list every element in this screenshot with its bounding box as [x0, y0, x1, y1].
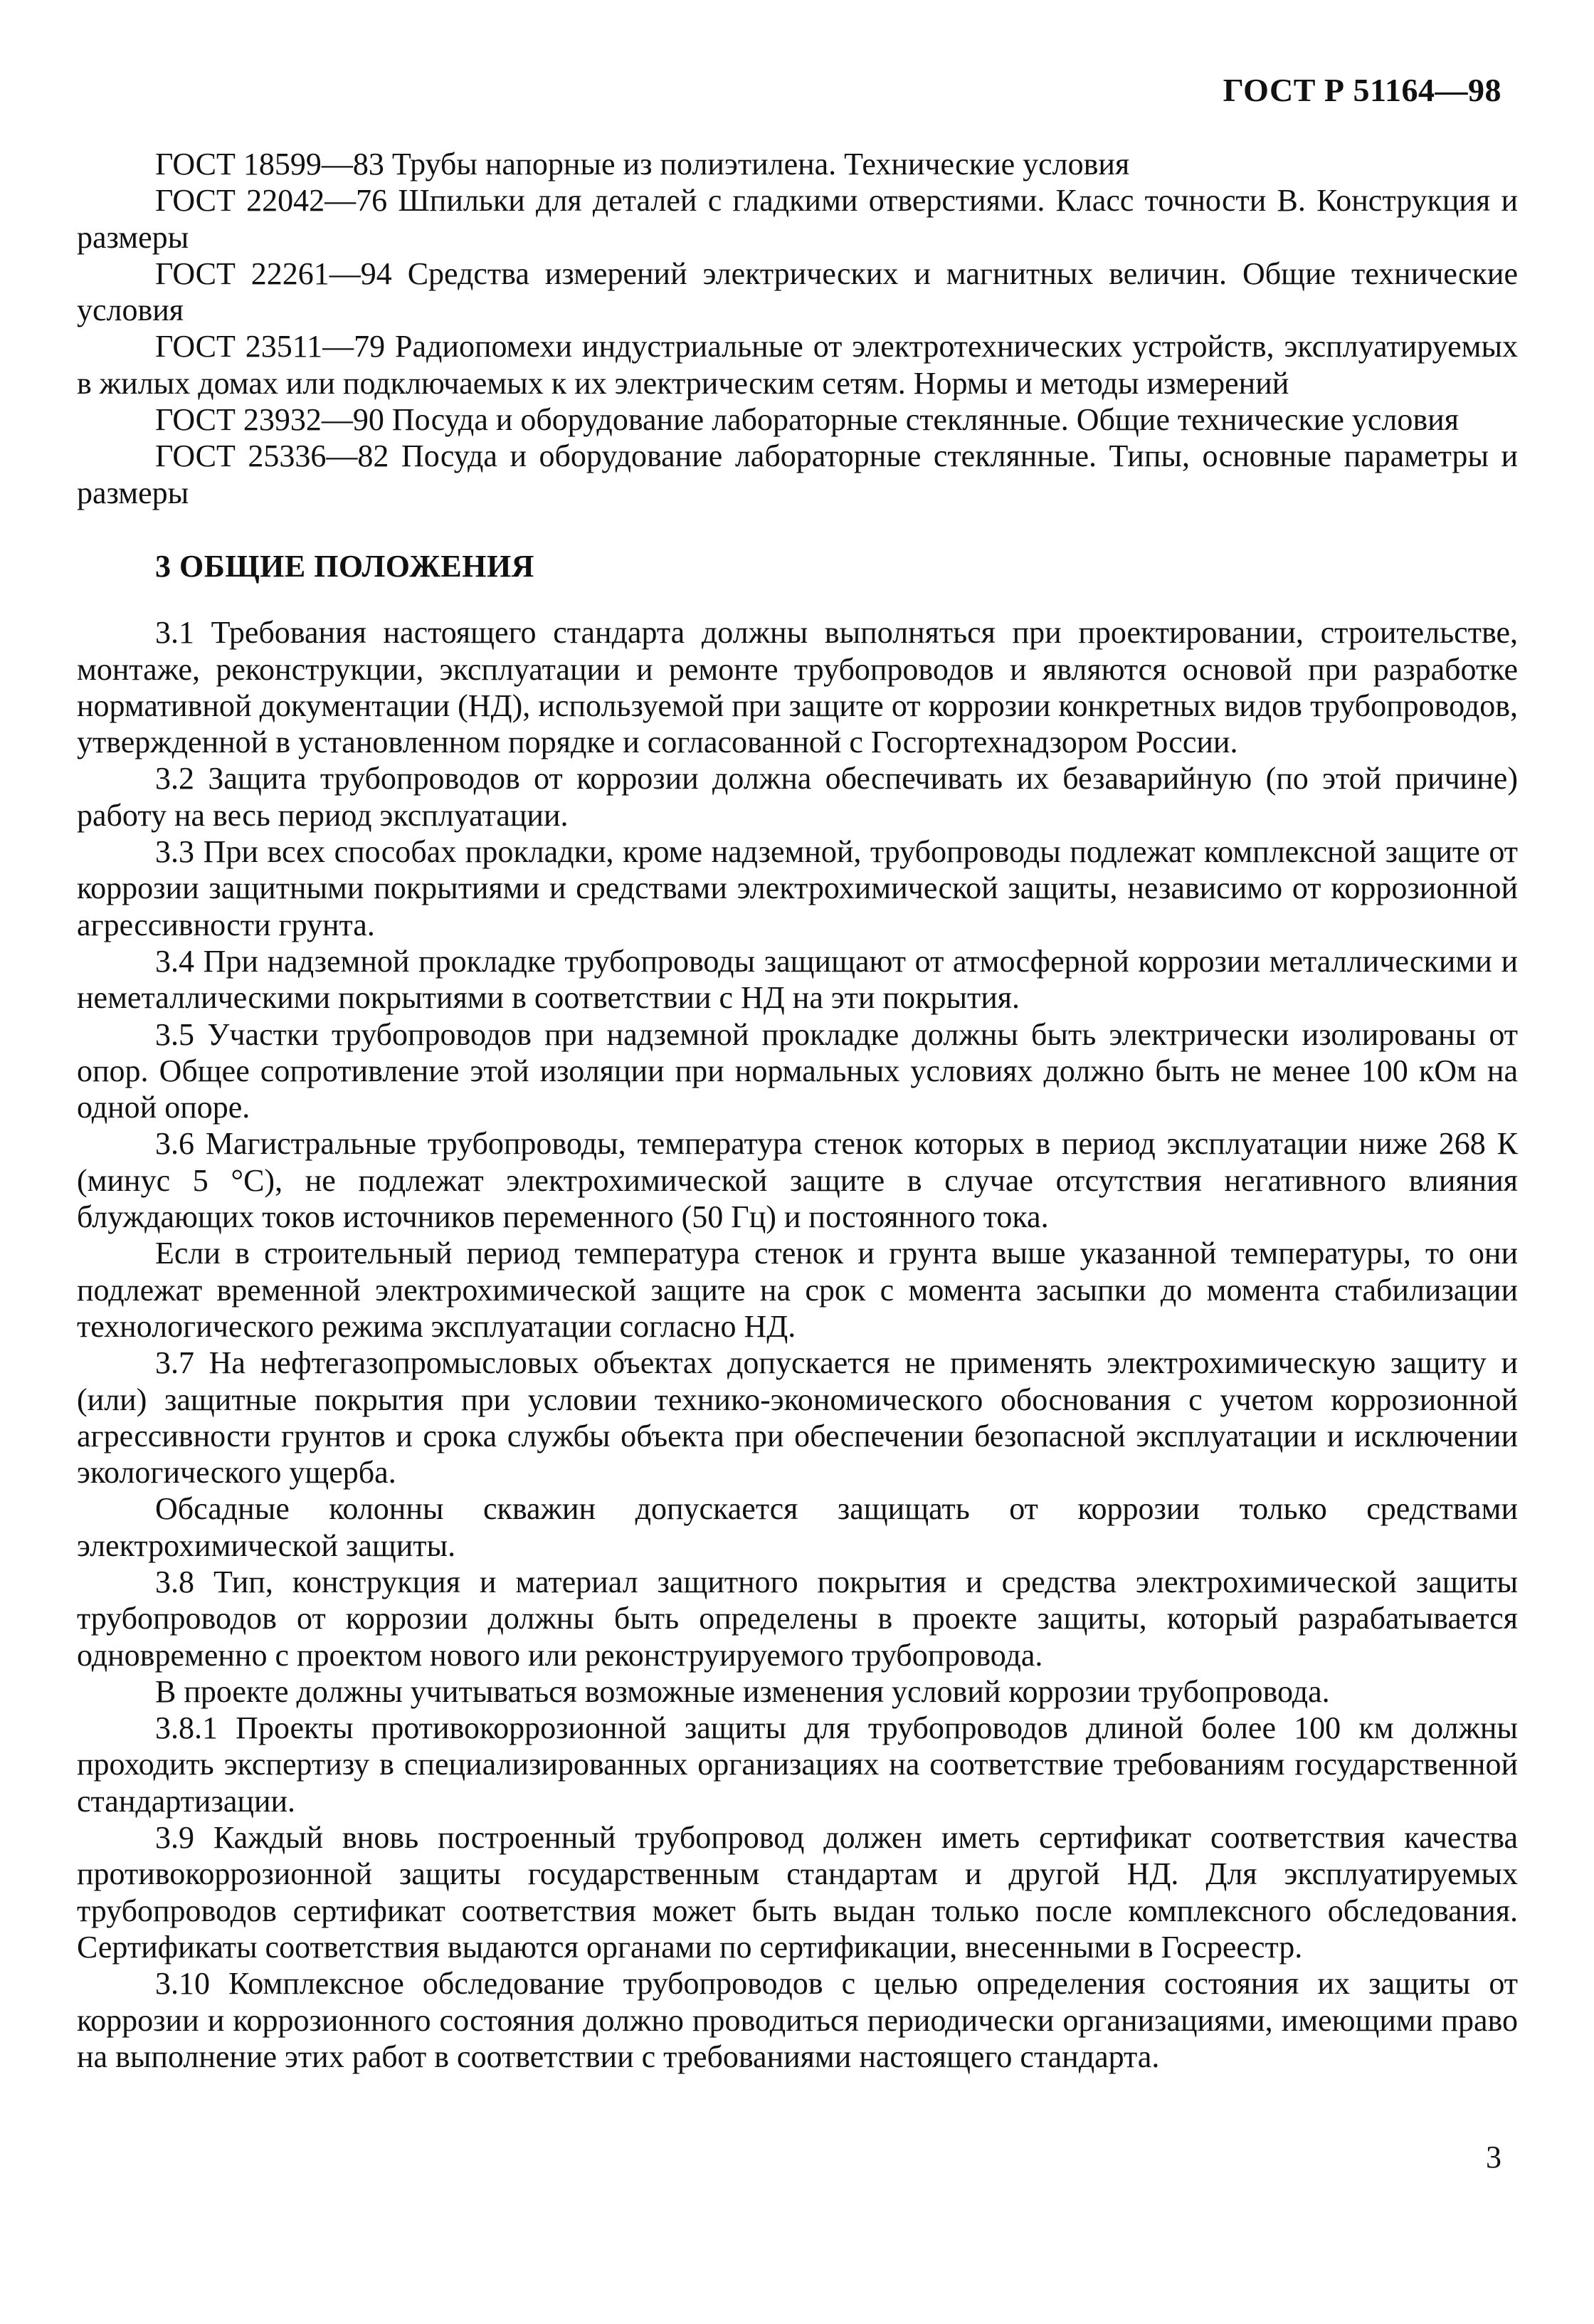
- paragraph-3-6: 3.6 Магистральные трубопроводы, температура стенок которых в период эксплуатации ниже 268 К (минус 5 °С), не подлежат электрохимической защите в случае отсутствия негативного влияния блуждающих токов источников переменного (50 Гц) и постоянного тока.: [77, 1126, 1518, 1235]
- page-number: 3: [1486, 2140, 1501, 2175]
- paragraph-3-7-continued: Обсадные колонны скважин допускается защищать от коррозии только средствами электрохимической защиты.: [77, 1491, 1518, 1563]
- paragraph-3-4: 3.4 При надземной прокладке трубопроводы защищают от атмосферной коррозии металлическими и неметаллическими покрытиями в соответствии с НД на эти покрытия.: [77, 943, 1518, 1016]
- reference-item: ГОСТ 25336—82 Посуда и оборудование лабораторные стеклянные. Типы, основные параметры и размеры: [77, 438, 1518, 510]
- paragraph-3-10: 3.10 Комплексное обследование трубопроводов с целью определения состояния их защиты от коррозии и коррозионного состояния должно проводиться периодически организациями, имеющими право на выполнение этих работ в соответствии с требованиями настоящего стандарта.: [77, 1966, 1518, 2074]
- paragraph-3-5: 3.5 Участки трубопроводов при надземной прокладке должны быть электрически изолированы от опор. Общее сопротивление этой изоляции при нормальных условиях должно быть не менее 100 кОм на одной опоре.: [77, 1016, 1518, 1125]
- reference-item: ГОСТ 22042—76 Шпильки для деталей с гладкими отверстиями. Класс точности В. Конструкция и размеры: [77, 183, 1518, 255]
- references-list: [77, 146, 1518, 511]
- paragraph-3-1: 3.1 Требования настоящего стандарта должны выполняться при проектировании, строительстве, монтаже, реконструкции, эксплуатации и ремонте трубопроводов и являются основой при разработке нормативной документации (НД), используемой при защите от коррозии конкретных видов трубопроводов, утвержденной в установленном порядке и согласованной с Госгортехнадзором России.: [77, 615, 1518, 760]
- reference-item: ГОСТ 18599—83 Трубы напорные из полиэтилена. Технические условия: [155, 147, 1130, 182]
- paragraph-3-8-1: 3.8.1 Проекты противокоррозионной защиты для трубопроводов длиной более 100 км должны проходить экспертизу в специализированных организациях на соответствие требованиям государственной стандартизации.: [77, 1710, 1518, 1819]
- paragraph-3-8: 3.8 Тип, конструкция и материал защитного покрытия и средства электрохимической защиты трубопроводов от коррозии должны быть определены в проекте защиты, который разрабатывается одновременно с проектом нового или реконструируемого трубопровода.: [77, 1564, 1518, 1673]
- paragraph-3-7: 3.7 На нефтегазопромысловых объектах допускается не применять электрохимическую защиту и (или) защитные покрытия при условии технико-экономического обоснования с учетом коррозионной агрессивности грунтов и срока службы объекта при обеспечении безопасной эксплуатации и исключении экологического ущерба.: [77, 1345, 1518, 1490]
- paragraph-3-8-continued: В проекте должны учитываться возможные изменения условий коррозии трубопровода.: [155, 1673, 1330, 1709]
- document-code-header: ГОСТ Р 51164—98: [1223, 72, 1501, 108]
- paragraph-3-2: 3.2 Защита трубопроводов от коррозии должна обеспечивать их безаварийную (по этой причине) работу на весь период эксплуатации.: [77, 761, 1518, 833]
- paragraph-3-6-continued: Если в строительный период температура стенок и грунта выше указанной температуры, то они подлежат временной электрохимической защите на срок с момента засыпки до момента стабилизации технологического режима эксплуатации согласно НД.: [77, 1236, 1518, 1344]
- reference-item: ГОСТ 23511—79 Радиопомехи индустриальные от электротехнических устройств, эксплуатируемых в жилых домах или подключаемых к их электрическим сетям. Нормы и методы измерений: [77, 329, 1518, 401]
- page-content: [77, 146, 1518, 2075]
- section-title: 3 ОБЩИЕ ПОЛОЖЕНИЯ: [155, 548, 534, 584]
- paragraph-3-9: 3.9 Каждый вновь построенный трубопровод должен иметь сертификат соответствия качества противокоррозионной защиты государственным стандартам и другой НД. Для эксплуатируемых трубопроводов сертификат соответствия может быть выдан только после комплексного обследования. Сертификаты соответствия выдаются органами по сертификации, внесенными в Госреестр.: [77, 1820, 1518, 1965]
- reference-item: ГОСТ 22261—94 Средства измерений электрических и магнитных величин. Общие технические условия: [77, 256, 1518, 328]
- section-body: [77, 614, 1518, 2075]
- paragraph-3-3: 3.3 При всех способах прокладки, кроме надземной, трубопроводы подлежат комплексной защите от коррозии защитными покрытиями и средствами электрохимической защиты, независимо от коррозионной агрессивности грунта.: [77, 834, 1518, 942]
- reference-item: ГОСТ 23932—90 Посуда и оборудование лабораторные стеклянные. Общие технические условия: [155, 402, 1459, 438]
